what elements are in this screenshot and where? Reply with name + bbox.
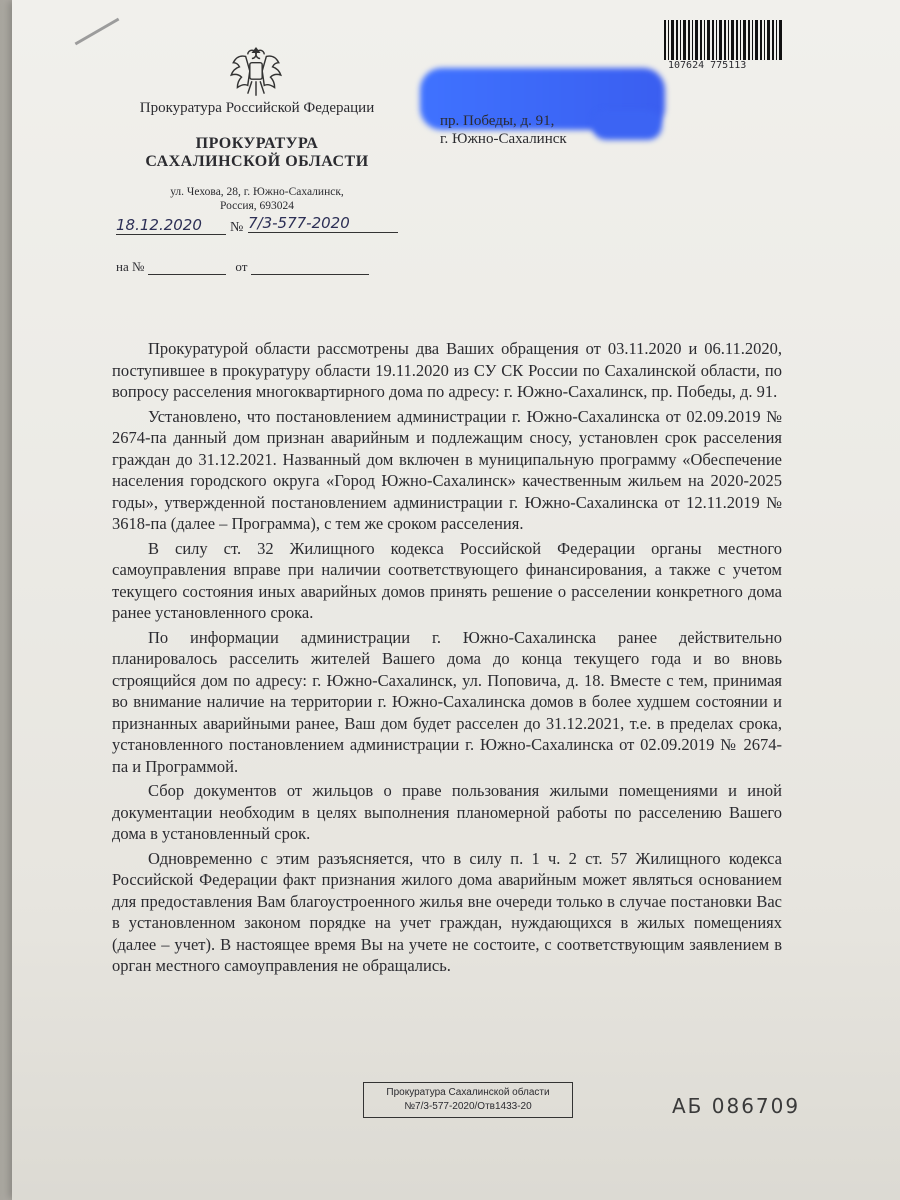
ref-from-label: от [235, 259, 248, 274]
letter-body [112, 338, 782, 980]
paragraph: Прокуратурой области рассмотрены два Ваших обращения от 03.11.2020 и 06.11.2020, поступившее в прокуратуру области 19.11.2020 из СУ СК России по Сахалинской области, по вопросу расселения многоквартирного дома по адресу: г. Южно-Сахалинск, пр. Победы, д. 91. [112, 339, 782, 401]
paragraph: Одновременно с этим разъясняется, что в силу п. 1 ч. 2 ст. 57 Жилищного кодекса Российской Федерации факт признания жилого дома аварийным может являться основанием для предоставления Вам благоустроенного жилья вне очереди только в случае постановки Вас в установленном законом порядке на учет граждан, нуждающихся в жилых помещениях (далее – учет). В настоящее время Вы на учете не состоите, с соответствующим заявлением в орган местного самоуправления не обращались. [112, 848, 782, 975]
sender-address-line1: ул. Чехова, 28, г. Южно-Сахалинск, [170, 186, 344, 198]
number-label: № [230, 220, 244, 235]
barcode-number: 107624 775113 [668, 60, 747, 71]
recipient-line1: пр. Победы, д. 91, [440, 113, 555, 129]
barcode [664, 20, 782, 60]
sender-address-line2: Россия, 693024 [219, 200, 295, 212]
paragraph: По информации администрации г. Южно-Сахалинска ранее действительно планировалось расселить жителей Вашего дома до конца текущего года и во вновь строящийся дом по адресу: г. Южно-Сахалинск, ул. Поповича, д. 18. Вместе с тем, принимая во внимание наличие на территории г. Южно-Сахалинска домов в более худшем состоянии и признанных аварийными ранее, Ваш дом будет расселен до 31.12.2021, т.е. в пределах срока, установленного постановлением администрации г. Южно-Сахалинска от 02.09.2019 № 2674-па и Программой. [112, 627, 782, 776]
paragraph: Установлено, что постановлением администрации г. Южно-Сахалинска от 02.09.2019 № 2674-па данный дом признан аварийным и подлежащим сносу, установлен срок расселения граждан до 31.12.2021. Названный дом включен в муниципальную программу «Обеспечение населения городского округа «Город Южно-Сахалинск» качественным жильем на 2020-2025 годы», утвержденной постановлением администрации г. Южно-Сахалинска от 12.11.2019 № 3618-па (далее – Программа), с тем же сроком расселения. [112, 406, 782, 533]
authority-name: Прокуратура Российской Федерации [139, 100, 375, 116]
org-name-line2: САХАЛИНСКОЙ ОБЛАСТИ [145, 153, 369, 170]
ref-number-blank [148, 258, 226, 275]
redacted-recipient-part [592, 110, 662, 140]
org-name-line1: ПРОКУРАТУРА [195, 135, 319, 152]
recipient-line2: г. Южно-Сахалинск [440, 131, 567, 147]
sender-block [102, 100, 412, 213]
coat-of-arms-icon [225, 42, 287, 104]
paragraph: В силу ст. 32 Жилищного кодекса Российской Федерации органы местного самоуправления вправе при наличии соответствующего финансирования, а также с учетом текущего состояния иных аварийных домов принять решение о расселении конкретного дома ранее установленного срока. [112, 538, 782, 622]
letter-page [12, 0, 900, 1200]
registration-stamp [363, 1082, 573, 1118]
ref-date-blank [251, 258, 369, 275]
form-serial-number: АБ 086709 [672, 1094, 801, 1118]
handwritten-date: 18.12.2020 [116, 216, 226, 235]
paragraph: Сбор документов от жильцов о праве пользования жилыми помещениями и иной документации необходим в целях выполнения планомерной работы по расселению Вашего дома в установленный срок. [112, 781, 782, 843]
reference-line [116, 258, 369, 275]
paper-mark [75, 18, 120, 46]
handwritten-number: 7/3-577-2020 [248, 214, 398, 233]
stamp-line1: Прокуратура Сахалинской области [386, 1087, 550, 1098]
recipient-address [440, 112, 567, 148]
stamp-line2: №7/3-577-2020/Отв1433-20 [404, 1101, 532, 1112]
ref-number-label: на № [116, 259, 145, 274]
